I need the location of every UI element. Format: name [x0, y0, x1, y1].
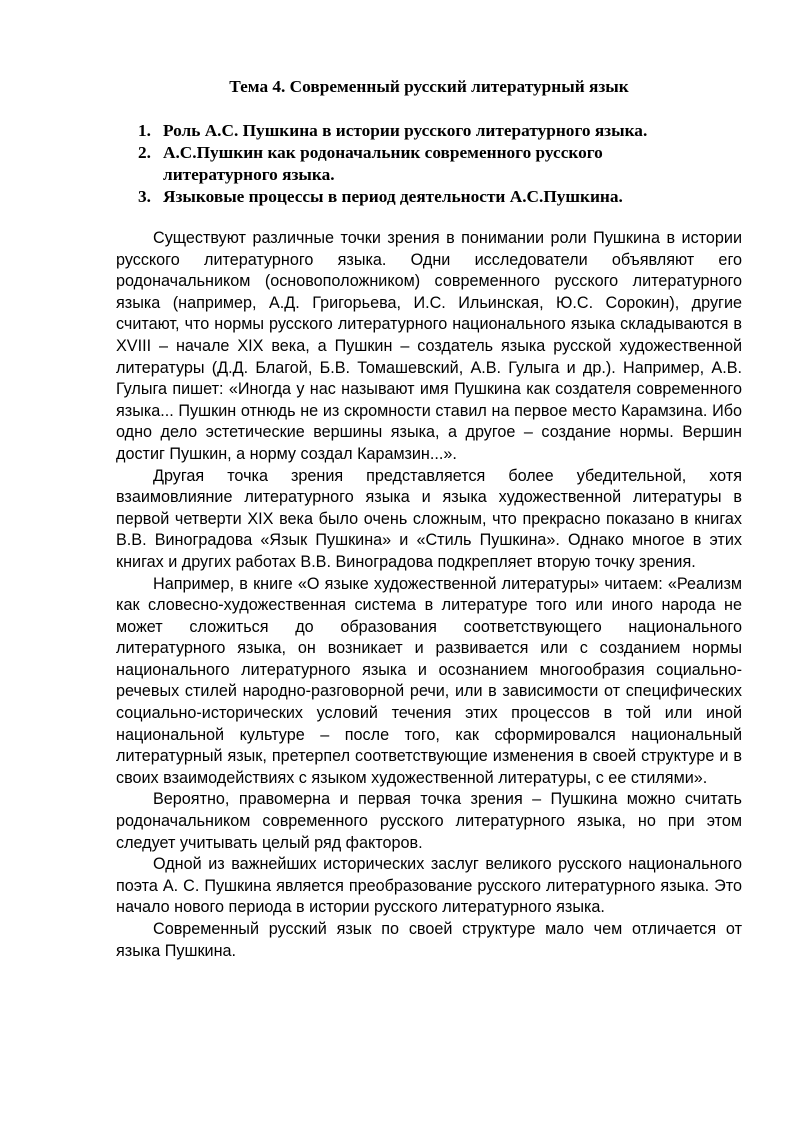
- list-item-number: 2.: [138, 143, 151, 162]
- list-item: [138, 186, 718, 208]
- paragraph: Например, в книге «О языке художественной литературы» читаем: «Реализм как словесно-художественная система в литературе того или иного народа не может сложиться до образования соответствующего национального литературного языка, он возникает и развивается или с созданием нормы национального литературного языка и осознанием многообразия социально-речевых стилей народно-разговорной речи, или в зависимости от специфических социально-исторических условий течения этих процессов в той или иной национальной культуре – после того, как сформировался национальный литературный язык, претерпел соответствующие изменения в своей структуре и в своих взаимодействиях с языком художественной литературы, с ее стилями».: [116, 574, 742, 787]
- paragraph: Вероятно, правомерна и первая точка зрения – Пушкина можно считать родоначальником современного русского литературного языка, но при этом следует учитывать целый ряд факторов.: [116, 790, 742, 852]
- list-item: [138, 142, 718, 186]
- list-item-number: 1.: [138, 121, 151, 140]
- list-item-number: 3.: [138, 187, 151, 206]
- paragraph: Одной из важнейших исторических заслуг великого русского национального поэта А. С. Пушкина является преобразование русского литературного языка. Это начало нового периода в истории русского литературного языка.: [116, 855, 742, 917]
- list-item-text: А.С.Пушкин как родоначальник современного русского литературного языка.: [163, 143, 603, 184]
- page-title: Тема 4. Современный русский литературный язык: [229, 77, 629, 96]
- paragraph: Другая точка зрения представляется более убедительной, хотя взаимовлияние литературного языка и языка художественной литературы в первой четверти XIX века было очень сложным, что прекрасно показано в книгах В.В. Виноградова «Язык Пушкина» и «Стиль Пушкина». Однако многое в этих книгах и других работах В.В. Виноградова подкрепляет вторую точку зрения.: [116, 466, 742, 571]
- list-item: [138, 120, 718, 142]
- body-text: [116, 228, 742, 962]
- list-item-text: Языковые процессы в период деятельности А.С.Пушкина.: [163, 187, 623, 206]
- paragraph: Современный русский язык по своей структуре мало чем отличается от языка Пушкина.: [116, 920, 742, 960]
- topic-list: [138, 120, 718, 208]
- list-item-text: Роль А.С. Пушкина в истории русского литературного языка.: [163, 121, 648, 140]
- paragraph: Существуют различные точки зрения в понимании роли Пушкина в истории русского литературного языка. Одни исследователи объявляют его родоначальником (основоположником) современного русского литературного языка (например, А.Д. Григорьева, И.С. Ильинская, Ю.С. Сорокин), другие считают, что нормы русского литературного национального языка складываются в XVIII – начале XIX века, а Пушкин – создатель языка русской художественной литературы (Д.Д. Благой, Б.В. Томашевский, А.В. Гулыга и др.). Например, А.В. Гулыга пишет: «Иногда у нас называют имя Пушкина как создателя современного языка... Пушкин отнюдь не из скромности ставил на первое место Карамзина. Ибо одно дело эстетические вершины языка, а другое – создание нормы. Вершин достиг Пушкин, а норму создал Карамзин...».: [116, 229, 742, 463]
